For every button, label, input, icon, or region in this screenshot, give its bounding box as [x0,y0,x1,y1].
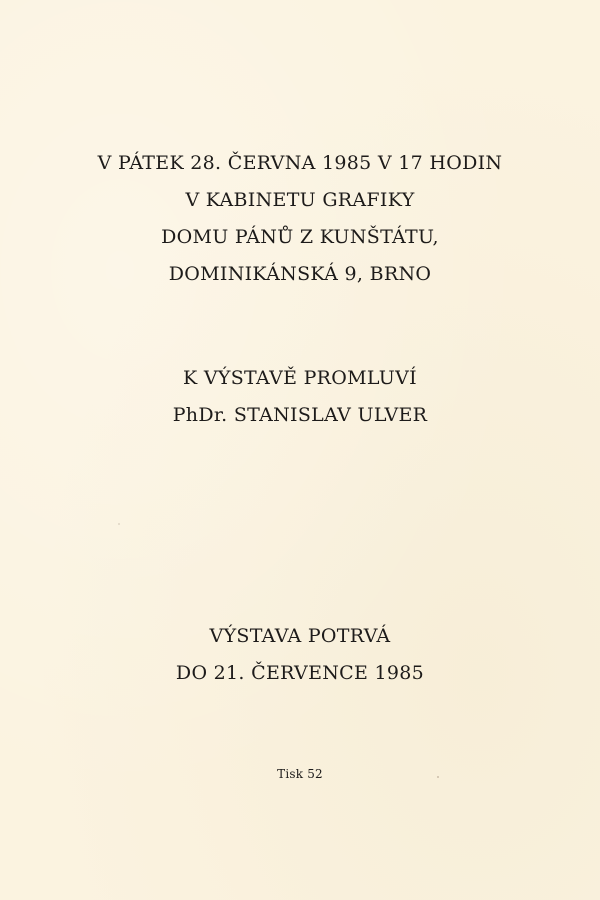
duration-date-line: DO 21. ČERVENCE 1985 [175,662,425,684]
event-address-line: DOMINIKÁNSKÁ 9, BRNO [168,263,432,285]
event-venue-line: V KABINETU GRAFIKY [185,189,415,211]
speaker-details [0,360,600,434]
event-details [0,145,600,293]
speaker-intro-line: K VÝSTAVĚ PROMLUVÍ [183,367,417,389]
speaker-name-line: PhDr. STANISLAV ULVER [172,404,428,426]
event-building-line: DOMU PÁNŮ Z KUNŠTÁTU, [161,226,439,248]
exhibition-duration [0,618,600,692]
paper-speck [118,523,120,525]
print-number: Tisk 52 [277,767,323,781]
paper-speck [437,776,439,778]
duration-intro-line: VÝSTAVA POTRVÁ [209,625,391,647]
event-date-line: V PÁTEK 28. ČERVNA 1985 V 17 HODIN [97,152,503,174]
print-note [0,766,600,782]
